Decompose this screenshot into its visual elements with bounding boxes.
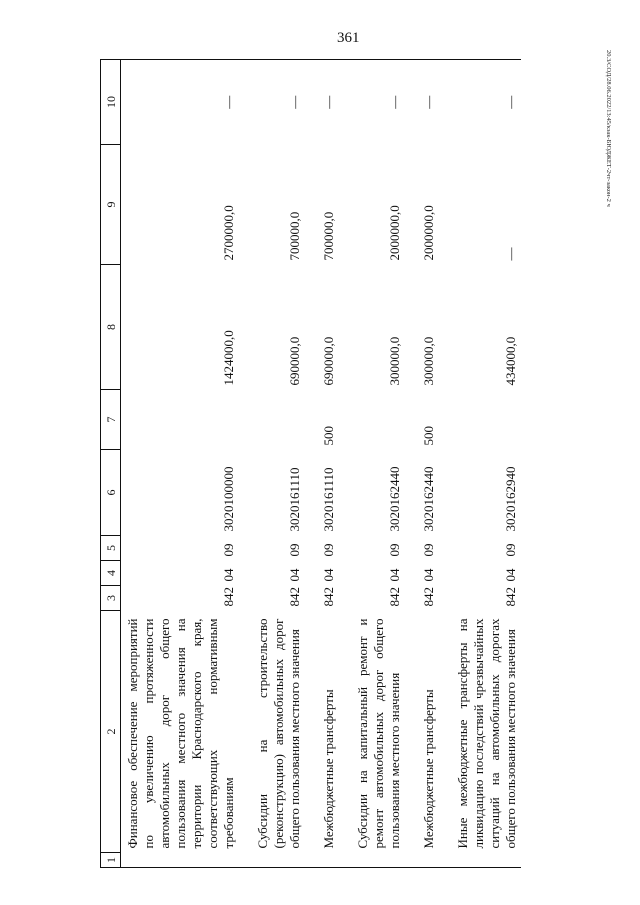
header-col-8: 8 <box>101 265 121 390</box>
table-row <box>353 60 405 868</box>
table-header-row <box>101 60 121 868</box>
cell-expense-type: 500 <box>421 426 436 446</box>
page-number: 361 <box>337 30 360 46</box>
budget-table <box>100 59 521 868</box>
cell-amount-9: 700000,0 <box>321 211 336 261</box>
cell-amount-10: — <box>453 60 521 145</box>
rotated-table-container <box>100 60 602 868</box>
cell-expense-type <box>353 390 405 450</box>
row-name: Финансовое обеспечение мероприятий по увеличению протяженности автомобильных дорог общего пользования местного значения на территории Краснодарского края, соответствующих нормативным требованиям <box>125 618 236 849</box>
cell-amount-10: — <box>319 60 339 145</box>
cell-expense-type <box>453 390 521 450</box>
row-spacer <box>339 60 353 868</box>
cell-section: 04 <box>503 568 518 582</box>
table-row <box>319 60 339 868</box>
cell-ministry-code: 842 <box>387 587 402 607</box>
cell-section: 04 <box>221 568 236 582</box>
header-col-10: 10 <box>101 60 121 145</box>
cell-section: 04 <box>387 568 402 582</box>
cell-amount-9: 700000,0 <box>287 211 302 261</box>
cell-amount-9: 2000000,0 <box>387 205 402 261</box>
table-row <box>253 60 305 868</box>
cell-amount-8: 690000,0 <box>287 336 302 386</box>
row-spacer <box>305 60 319 868</box>
table-row <box>419 60 439 868</box>
cell-subsection: 09 <box>221 543 236 557</box>
cell-section: 04 <box>321 568 336 582</box>
cell-expense-type <box>121 390 240 450</box>
row-name: Межбюджетные трансферты <box>421 689 436 849</box>
cell-subsection: 09 <box>287 543 302 557</box>
cell-target-article: 3020162440 <box>387 466 402 532</box>
cell-amount-10: — <box>253 60 305 145</box>
cell-amount-10: — <box>121 60 240 145</box>
cell-ministry-code: 842 <box>321 587 336 607</box>
table-row <box>121 60 240 868</box>
header-col-7: 7 <box>101 390 121 450</box>
cell-amount-8: 690000,0 <box>321 336 336 386</box>
cell-expense-type: 500 <box>321 426 336 446</box>
cell-amount-8: 434000,0 <box>503 336 518 386</box>
cell-amount-10: — <box>353 60 405 145</box>
cell-target-article: 3020161110 <box>321 467 336 532</box>
header-col-9: 9 <box>101 145 121 265</box>
header-col-4: 4 <box>101 561 121 586</box>
cell-section: 04 <box>421 568 436 582</box>
header-col-1: 1 <box>101 853 121 868</box>
header-col-3: 3 <box>101 586 121 611</box>
cell-amount-10: — <box>419 60 439 145</box>
cell-subsection: 09 <box>321 543 336 557</box>
cell-amount-9: 2000000,0 <box>421 205 436 261</box>
row-name: Иные межбюджетные трансферты на ликвидацию последствий чрезвычайных ситуаций на автомобильных дорогах общего пользования местного значения <box>455 618 518 849</box>
row-name: Субсидии на строительство (реконструкцию) автомобильных дорог общего пользования местного значения <box>255 618 302 849</box>
cell-amount-8: 1424000,0 <box>221 330 236 386</box>
cell-target-article: 3020100000 <box>221 466 236 532</box>
cell-target-article: 3020161110 <box>287 467 302 532</box>
cell-amount-9: — <box>503 247 518 261</box>
cell-amount-8: 300000,0 <box>387 336 402 386</box>
document-stamp-note: 20.3/СОД/28.06.2022/13:45/кзак-БЮДЖЕТ-2чт-закон-2 ч <box>605 50 612 207</box>
row-spacer <box>439 60 453 868</box>
table-row <box>453 60 521 868</box>
cell-ministry-code: 842 <box>287 587 302 607</box>
cell-subsection: 09 <box>421 543 436 557</box>
cell-section: 04 <box>287 568 302 582</box>
cell-amount-9: 2700000,0 <box>221 205 236 261</box>
header-col-6: 6 <box>101 450 121 536</box>
cell-subsection: 09 <box>387 543 402 557</box>
cell-subsection: 09 <box>503 543 518 557</box>
row-name: Межбюджетные трансферты <box>321 689 336 849</box>
cell-target-article: 3020162940 <box>503 466 518 532</box>
cell-expense-type <box>253 390 305 450</box>
row-spacer <box>405 60 419 868</box>
cell-amount-8: 300000,0 <box>421 336 436 386</box>
header-col-2: 2 <box>101 611 121 853</box>
row-spacer <box>239 60 253 868</box>
cell-target-article: 3020162440 <box>421 466 436 532</box>
row-name: Субсидии на капитальный ремонт и ремонт автомобильных дорог общего пользования местного значения <box>355 618 402 849</box>
cell-ministry-code: 842 <box>221 587 236 607</box>
cell-ministry-code: 842 <box>503 587 518 607</box>
cell-ministry-code: 842 <box>421 587 436 607</box>
header-col-5: 5 <box>101 536 121 561</box>
